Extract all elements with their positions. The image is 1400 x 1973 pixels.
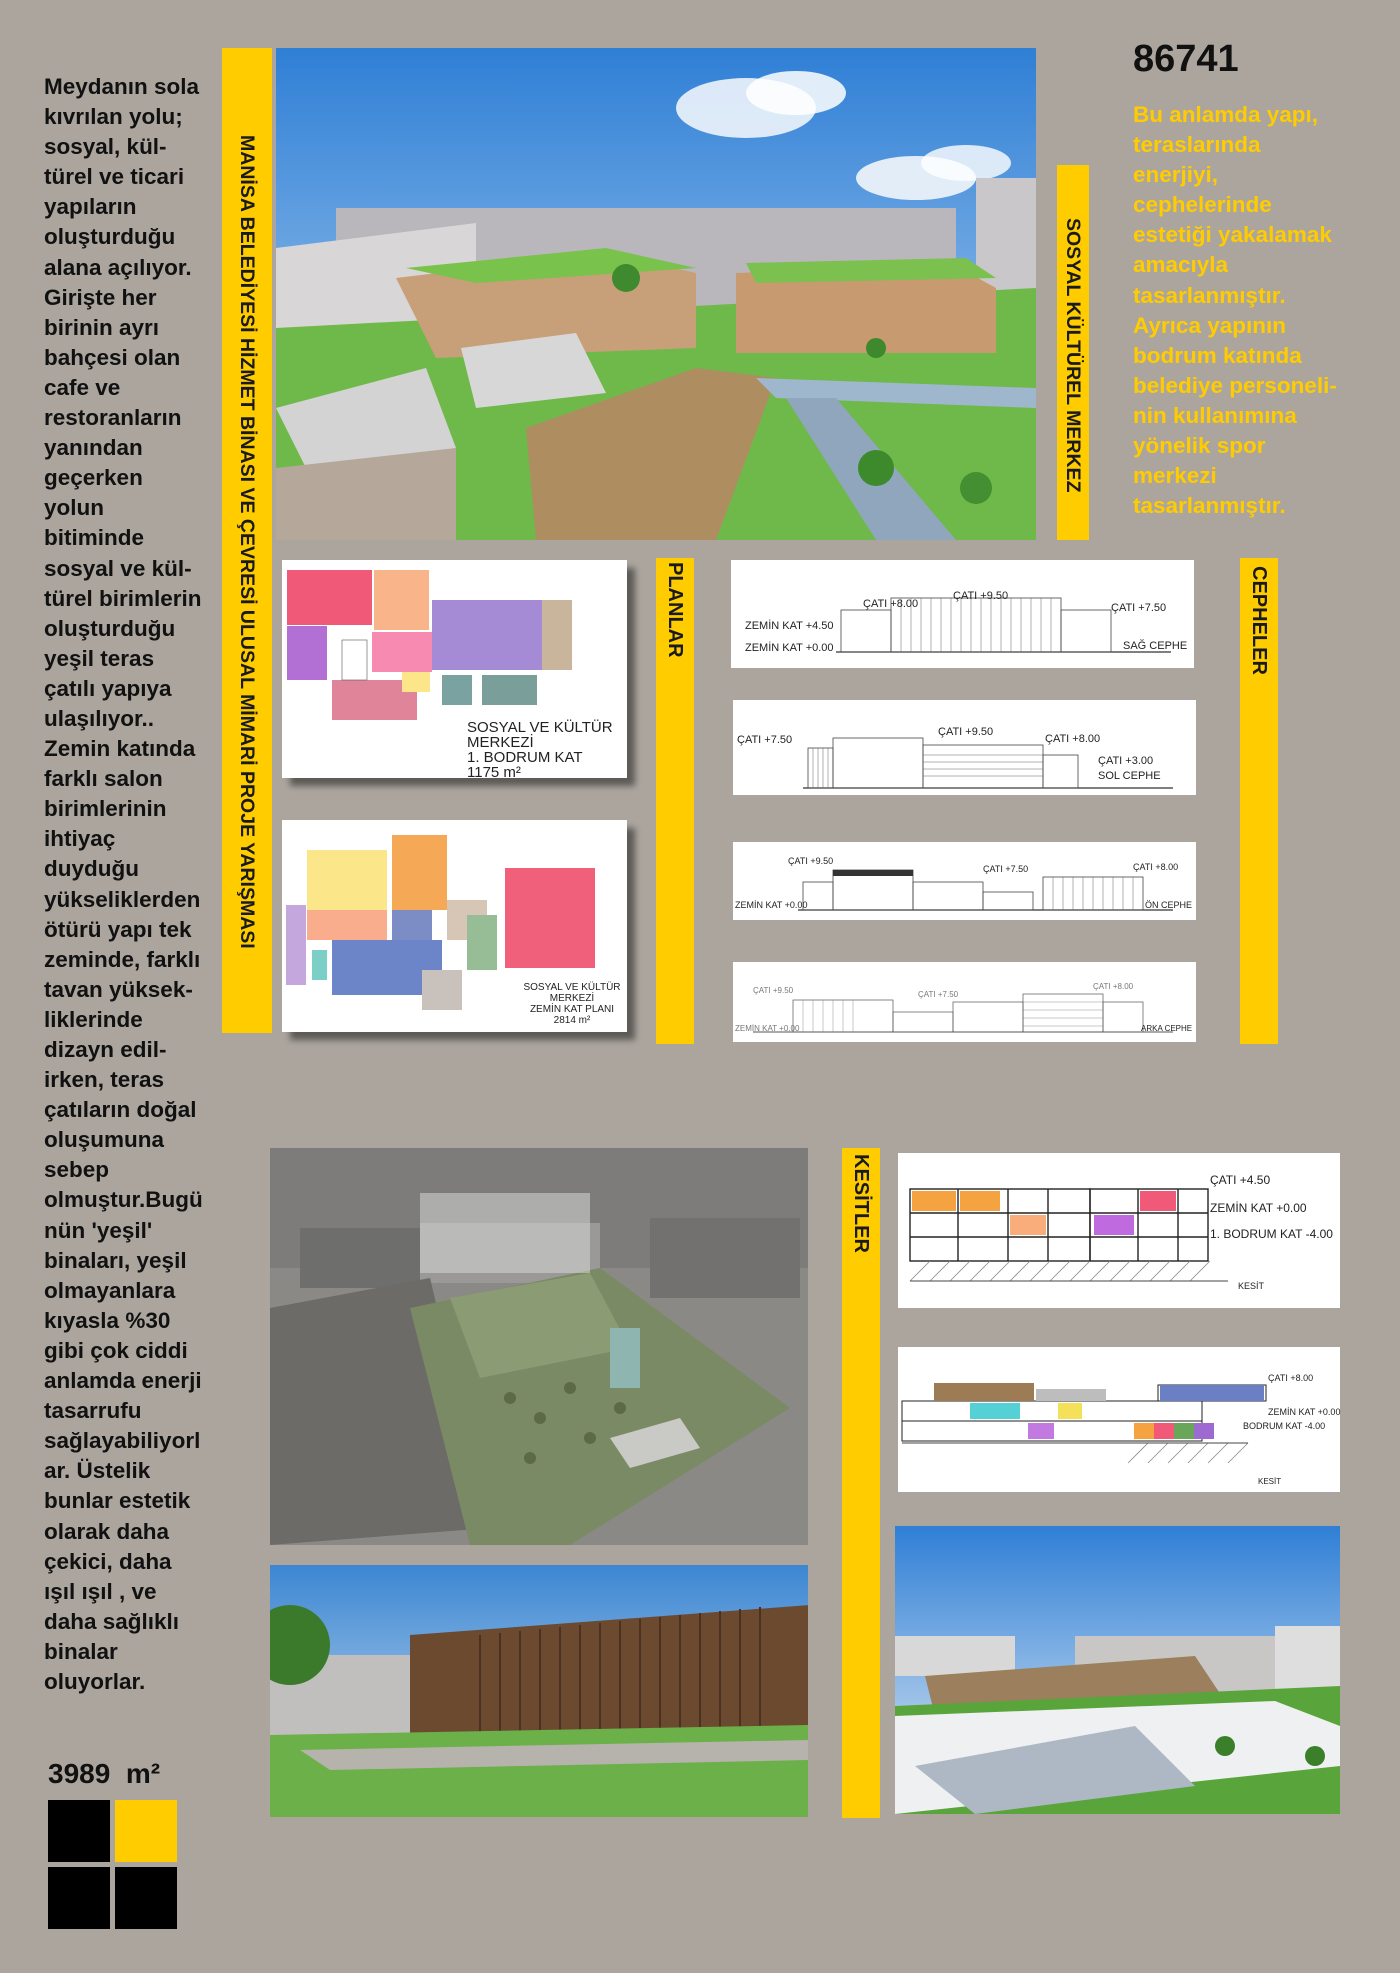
basement-plan-caption: SOSYAL VE KÜLTÜR MERKEZİ 1. BODRUM KAT 1175 m² <box>467 719 613 781</box>
basement-plan-drawing <box>282 560 627 781</box>
facade-level-label: ÇATI +9.50 <box>788 856 834 866</box>
left-facade-drawing <box>733 700 1196 795</box>
facade-level-label: ÇATI +9.50 <box>753 986 794 995</box>
facades-label: CEPHELER <box>1248 566 1270 675</box>
facade-level-label: ÇATI +8.00 <box>1093 982 1134 991</box>
canopy-render-image <box>895 1526 1340 1814</box>
legend-square-black-3 <box>115 1867 177 1929</box>
front-facade-drawing <box>733 842 1196 920</box>
facade-level-label: ÇATI +7.50 <box>737 734 793 746</box>
facade-level-label: ÇATI +8.00 <box>1133 862 1179 872</box>
section-level-label: BODRUM KAT -4.00 <box>1243 1421 1326 1431</box>
intro-paragraph: Meydanın sola kıvrılan yolu; sosyal, kül- türel ve ticari yapıların oluşturduğu alana açılıyor. Girişte her birinin ayrı bahçesi olan cafe ve restoranların yanından geçerken yolun bitiminde sosyal ve kül- türel birimlerin oluşturduğu yeşil teras çatılı yapıya ulaşılıyor.. Zemin katında farklı salon birimlerinin ihtiyaç duyduğu yükseliklerden ötürü yapı tek zeminde, farklı tavan yüksek- liklerinde dizayn edil- irken, teras çatıların doğal oluşumuna sebep olmuştur.Bugü nün 'yeşil' binaları, yeşil olmayanlara kıyasla %30 gibi çok ciddi anlamda enerji tasarrufu sağlayabiliyorl ar. Üstelik bunlar estetik olarak daha çekici, daha ışıl ışıl , ve daha sağlıklı binalar oluyorlar. <box>44 74 203 1694</box>
facade-level-label: ÇATI +3.00 <box>1098 755 1154 767</box>
ground-floor-plan-drawing <box>282 820 627 1032</box>
back-facade-drawing <box>733 962 1196 1042</box>
facade-level-label: ZEMİN KAT +0.00 <box>745 642 834 654</box>
facade-level-label: ÇATI +8.00 <box>1045 733 1101 745</box>
facade-level-label: ZEMİN KAT +4.50 <box>745 620 834 632</box>
facade-level-label: ÇATI +9.50 <box>938 726 994 738</box>
plans-label: PLANLAR <box>664 562 686 658</box>
section-level-label: 1. BODRUM KAT -4.00 <box>1210 1227 1333 1241</box>
section-name: KESİT <box>1258 1477 1282 1486</box>
section-2-drawing <box>898 1347 1340 1492</box>
facade-name: SAĞ CEPHE <box>1123 640 1188 652</box>
total-area <box>48 1758 160 1790</box>
street-render-image <box>270 1565 808 1817</box>
total-area-unit: m² <box>125 1758 161 1789</box>
facade-level-label: ÇATI +7.50 <box>983 864 1029 874</box>
competition-title: MANİSA BELEDİYESİ HİZMET BİNASI VE ÇEVRESİ ULUSAL MİMARİ PROJE YARIŞMASI <box>236 135 258 949</box>
facade-level-label: ÇATI +7.50 <box>1111 602 1167 614</box>
project-number: 86741 <box>1133 38 1239 80</box>
section-level-label: ÇATI +4.50 <box>1210 1173 1271 1187</box>
section-level-label: ZEMİN KAT +0.00 <box>1268 1407 1341 1417</box>
facade-name: SOL CEPHE <box>1098 770 1161 782</box>
sections-label: KESİTLER <box>850 1154 872 1253</box>
facade-level-label: ZEMİN KAT +0.00 <box>735 900 808 910</box>
section-name: KESİT <box>1238 1281 1265 1291</box>
facade-name: ÖN CEPHE <box>1145 900 1193 910</box>
legend-square-black-1 <box>48 1800 110 1862</box>
facade-level-label: ZEMİN KAT +0.00 <box>735 1024 800 1033</box>
total-area-value: 3989 <box>48 1758 111 1789</box>
facade-level-label: ÇATI +7.50 <box>918 990 959 999</box>
legend-square-yellow <box>115 1800 177 1862</box>
ground-floor-plan-caption: SOSYAL VE KÜLTÜR MERKEZİ ZEMİN KAT PLANI 2814 m² <box>523 982 621 1026</box>
facade-level-label: ÇATI +8.00 <box>863 598 919 610</box>
design-paragraph: Bu anlamda yapı, teraslarında enerjiyi, cephelerinde estetiği yakalamak amacıyla tasarlanmıştır. Ayrıca yapının bodrum katında belediye personeli- nin kullanımına yönelik spor merkezi tasarlanmıştır. <box>1133 102 1337 519</box>
facade-level-label: ÇATI +9.50 <box>953 590 1009 602</box>
legend-square-black-2 <box>48 1867 110 1929</box>
facade-name: ARKA CEPHE <box>1141 1024 1193 1033</box>
section-level-label: ÇATI +8.00 <box>1268 1373 1314 1383</box>
center-label: SOSYAL KÜLTÜREL MERKEZ <box>1062 217 1084 493</box>
section-level-label: ZEMİN KAT +0.00 <box>1210 1201 1307 1215</box>
main-render-image <box>276 48 1036 540</box>
section-1-drawing <box>898 1153 1340 1308</box>
aerial-render-image <box>270 1148 808 1545</box>
right-facade-drawing <box>731 560 1194 668</box>
